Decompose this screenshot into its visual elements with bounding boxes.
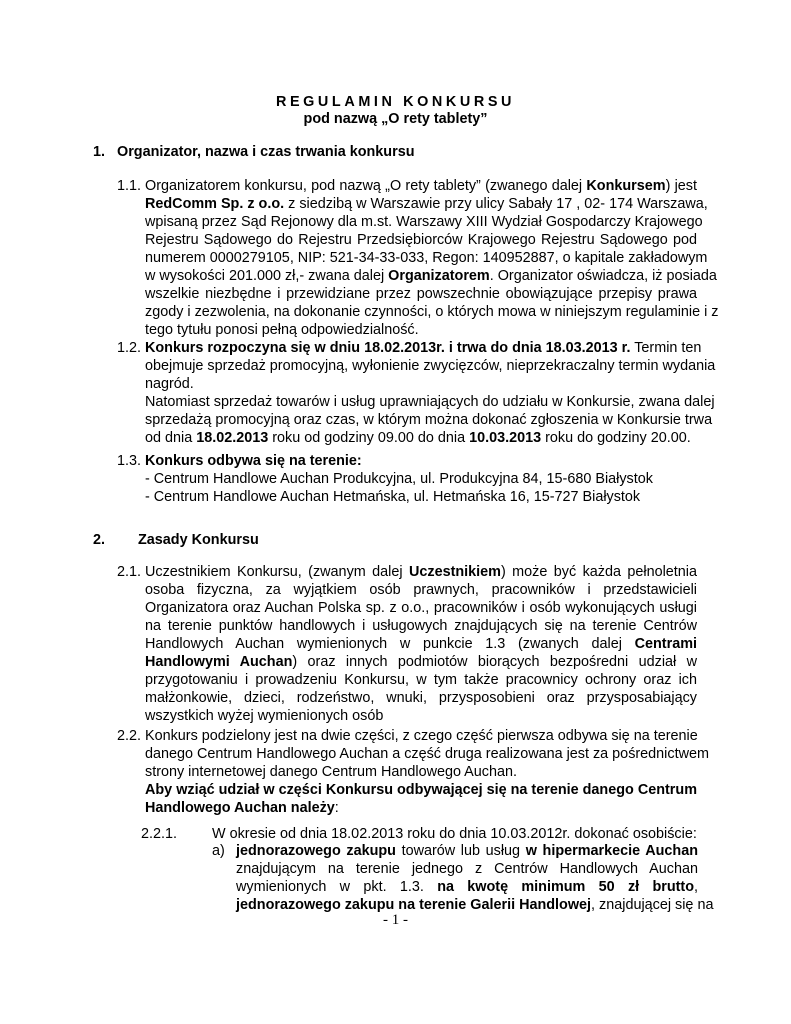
text-line: osoba fizyczna, za wyjątkiem osób prawnych, pracowników i przedstawicieli [145,582,697,598]
text-line: wpisaną przez Sąd Rejonowy dla m.st. Warszawy XIII Wydział Gospodarczy Krajowego [145,214,703,230]
clause-2-1-text [145,563,697,725]
item-a-text: jednorazowego zakupu towarów lub usług w hipermarkecie Auchan znajdującym na terenie jednego z Centrów Handlowych Auchan wymienionych w pkt. 1.3. na kwotę minimum 50 zł brutto, jednorazowego zakupu na terenie Galerii Handlowej, znajdującej się na [236,843,714,913]
clause-1-2-text: Konkurs rozpoczyna się w dniu 18.02.2013r. i trwa do dnia 18.03.2013 r. Termin ten obejmuje sprzedaż promocyjną, wyłonienie zwycięzców, nieprzekraczalny termin wydania nagród. Natomiast sprzedaż towarów i usług uprawniających do udziału w Konkursie, zwana dalej sprzedażą promocyjną oraz czas, w którym można dokonać zgłoszenia w Konkursie trwa od dnia 18.02.2013 roku od godziny 09.00 do dnia 10.03.2013 roku do godziny 20.00. [145,340,716,446]
text-line: zgody i zezwolenia, na dokonanie czynności, o których mowa w niniejszym regulaminie i z [145,304,719,320]
page-number: - 1 - [383,912,408,928]
text-line: Handlowych Auchan wymienionych w punkcie 1.3 (zwanych dalej Centrami [145,636,697,652]
location-item: - Centrum Handlowe Auchan Produkcyjna, ul. Produkcyjna 84, 15-680 Białystok [145,471,653,487]
text-line: na terenie punktów handlowych i usługowych znajdujących się na terenie Centrów [145,618,697,634]
clause-2-2-number: 2.2. [117,728,142,744]
text-line: RedComm Sp. z o.o. z siedzibą w Warszawie przy ulicy Sabały 17 , 02- 174 Warszawa, [145,196,708,212]
clause-2-2-1-number: 2.2.1. [141,826,178,842]
text-line: Handlowymi Auchan) oraz innych podmiotów biorących bezpośredni udział w [145,654,697,670]
section-1-heading: Organizator, nazwa i czas trwania konkursu [117,144,415,160]
clause-1-2-bold: Konkurs rozpoczyna się w dniu 18.02.2013r. i trwa do dnia 18.03.2013 r. [145,340,631,356]
text-line: małżonkowie, dzieci, rodzeństwo, wnuki, przysposobieni oraz przysposabiający [145,690,697,706]
text-line: tego tytułu ponosi pełną odpowiedzialność. [145,322,419,338]
text-line: przygotowaniu i prowadzeniu Konkursu, w tym także pracownicy ochrony oraz ich [145,672,697,688]
document-subtitle: pod nazwą „O rety tablety” [303,111,488,127]
text-line: numerem 0000279105, NIP: 521-34-33-033, Regon: 140952887, o kapitale zakładowym [145,250,708,266]
clause-2-1-number: 2.1. [117,564,142,580]
clause-1-1-text [145,177,719,339]
clause-1-3-text [145,452,705,506]
clause-1-3-number: 1.3. [117,453,142,469]
document-title: REGULAMIN KONKURSU [275,94,516,110]
clause-2-2-1-text: W okresie od dnia 18.02.2013 roku do dnia 10.03.2012r. dokonać osobiście: [212,826,697,842]
text-line: Organizatorem konkursu, pod nazwą „O rety tablety” (zwanego dalej Konkursem) jest [145,178,697,194]
text-line: wszelkie niezbędne i przewidziane przez powszechnie obowiązujące przepisy prawa [145,286,697,302]
section-2-heading: Zasady Konkursu [138,532,259,548]
text-line: wszystkich wyżej wymienionych osób [145,708,384,724]
text-line: w wysokości 201.000 zł,- zwana dalej Organizatorem. Organizator oświadcza, iż posiada [145,268,717,284]
clause-1-2-number: 1.2. [117,340,142,356]
text-line: Organizatora oraz Auchan Polska sp. z o.o., pracowników i osób wykonujących usługi [145,600,697,616]
section-1-number: 1. [93,144,106,160]
section-2-number: 2. [93,532,106,548]
clause-2-2-text: Konkurs podzielony jest na dwie części, z czego część pierwsza odbywa się na terenie danego Centrum Handlowego Auchan a część druga realizowana jest za pośrednictwem strony internetowej danego Centrum Handlowego Auchan. Aby wziąć udział w części Konkursu odbywającej się na terenie danego Centrum Handlowego Auchan należy: [145,728,709,816]
clause-1-1-number: 1.1. [117,178,142,194]
text-line: Rejestru Sądowego do Rejestru Przedsiębiorców Krajowego Rejestru Sądowego pod [145,232,697,248]
text-line: Uczestnikiem Konkursu, (zwanym dalej Uczestnikiem) może być każda pełnoletnia [145,564,697,580]
item-a-label: a) [212,843,225,859]
location-item: - Centrum Handlowe Auchan Hetmańska, ul. Hetmańska 16, 15-727 Białystok [145,489,641,505]
clause-1-3-heading: Konkurs odbywa się na terenie: [145,453,362,469]
